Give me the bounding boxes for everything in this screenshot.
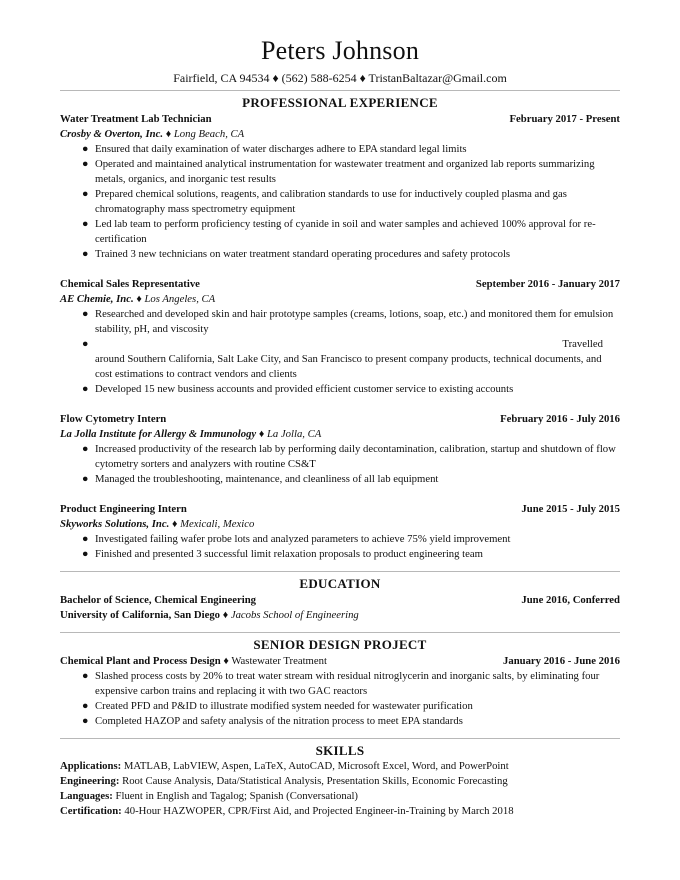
bullet-text: Ensured that daily examination of water discharges adhere to EPA standard legal limits [95, 143, 467, 155]
spacer [60, 262, 620, 276]
job-bullets [60, 142, 620, 262]
job-org: Crosby & Overton, Inc. [60, 128, 164, 140]
project-topic: Wastewater Treatment [231, 655, 327, 667]
bullet-icon: ● [82, 248, 89, 260]
bullet-text: Slashed process costs by 20% to treat water stream with residual nitroglycerin and inorganic salts, by eliminating four expensive carbon trains and replacing it with two GAC reactors [95, 670, 600, 697]
department: Jacobs School of Engineering [230, 609, 359, 621]
bullet-text: Developed 15 new business accounts and provided efficient customer service to existing accounts [95, 383, 514, 395]
job-entry [60, 112, 620, 262]
list-item [82, 472, 620, 487]
bullet-icon: ● [82, 548, 89, 560]
job-org: AE Chemie, Inc. [60, 293, 134, 305]
bullet-icon: ● [82, 670, 89, 682]
bullet-icon: ● [82, 473, 89, 485]
job-org-line [60, 127, 620, 142]
spacer [60, 487, 620, 501]
candidate-name: Peters Johnson [260, 36, 420, 65]
school-line [60, 608, 620, 623]
project-heading: SENIOR DESIGN PROJECT [253, 637, 427, 652]
job-org-line [60, 517, 620, 532]
job-bullets [60, 442, 620, 487]
list-item [82, 187, 620, 217]
job-org: Skyworks Solutions, Inc. [60, 518, 170, 530]
list-item [82, 547, 620, 562]
skill-label: Engineering: [60, 775, 120, 787]
bullet-text: Created PFD and P&ID to illustrate modified system needed for wastewater purification [95, 700, 473, 712]
job-dates: September 2016 - January 2017 [475, 278, 620, 290]
bullet-text: Travelled [562, 338, 603, 350]
skill-value: Fluent in English and Tagalog; Spanish (Conversational) [112, 790, 358, 802]
bullet-text: Led lab team to perform proficiency testing of cyanide in soil and water samples and achieved 100% approval for re-certification [95, 218, 596, 245]
skill-label: Certification: [60, 805, 122, 817]
project-dates: January 2016 - June 2016 [503, 655, 620, 667]
job-org: La Jolla Institute for Allergy & Immunology [60, 428, 257, 440]
job-title: Product Engineering Intern [60, 503, 187, 515]
list-item [82, 699, 620, 714]
list-item [82, 157, 620, 187]
bullet-text: Operated and maintained analytical instrumentation for wastewater treatment and organized lab reports summarizing metals, organics, and inorganic test results [95, 158, 595, 185]
list-item [82, 714, 620, 729]
diamond-separator: ♦ [256, 428, 267, 440]
list-item [82, 247, 620, 262]
job-location: Mexicali, Mexico [180, 518, 255, 530]
skill-row [60, 759, 620, 774]
job-title: Chemical Sales Representative [60, 278, 200, 290]
bullet-icon: ● [82, 715, 89, 727]
job-bullets [60, 382, 620, 397]
skill-row [60, 774, 620, 789]
job-entry [60, 502, 620, 562]
bullet-icon: ● [82, 218, 89, 230]
list-item [82, 142, 620, 157]
spacer [60, 562, 620, 568]
education-heading: EDUCATION [299, 576, 381, 591]
list-item [82, 532, 620, 547]
job-location: Long Beach, CA [173, 128, 245, 140]
skill-value: 40-Hour HAZWOPER, CPR/First Aid, and Projected Engineer-in-Training by March 2018 [121, 805, 514, 817]
bullet-icon: ● [82, 188, 89, 200]
job-title: Water Treatment Lab Technician [60, 113, 212, 125]
diamond-separator: ♦ [220, 609, 231, 621]
bullet-icon: ● [82, 383, 89, 395]
bullet-icon: ● [82, 533, 89, 545]
spacer [60, 397, 620, 411]
section-divider [60, 571, 620, 572]
list-item [82, 442, 620, 472]
job-bullets [60, 307, 620, 352]
bullet-text: Trained 3 new technicians on water treatment standard operating procedures and safety protocols [95, 248, 511, 260]
education-entry [60, 593, 620, 623]
skill-row [60, 804, 620, 819]
contact-line: Fairfield, CA 94534 ♦ (562) 588-6254 ♦ TristanBaltazar@Gmail.com [173, 71, 507, 85]
bullet-text: Investigated failing wafer probe lots and analyzed parameters to achieve 75% yield improvement [95, 533, 511, 545]
skill-value: MATLAB, LabVIEW, Aspen, LaTeX, AutoCAD, Microsoft Excel, Word, and PowerPoint [121, 760, 509, 772]
skill-value: Root Cause Analysis, Data/Statistical Analysis, Presentation Skills, Economic Forecasting [119, 775, 508, 787]
list-item [82, 307, 620, 337]
education-dates: June 2016, Conferred [521, 594, 620, 606]
job-org-line [60, 292, 620, 307]
spacer [60, 623, 620, 629]
school: University of California, San Diego [60, 609, 221, 621]
bullet-text: Managed the troubleshooting, maintenance, and cleanliness of all lab equipment [95, 473, 439, 485]
bullet-icon: ● [82, 700, 89, 712]
bullet-text: Completed HAZOP and safety analysis of the nitration process to meet EPA standards [95, 715, 463, 727]
bullet-continuation: around Southern California, Salt Lake City, and San Francisco to present company products, technical documents, and cost estimations to contract vendors and clients [95, 353, 602, 380]
skill-row [60, 789, 620, 804]
section-divider [60, 632, 620, 633]
skills-list [60, 759, 620, 819]
job-dates: February 2016 - July 2016 [500, 413, 620, 425]
project-entry [60, 654, 620, 729]
job-location: La Jolla, CA [266, 428, 322, 440]
section-divider [60, 90, 620, 91]
diamond-separator: ♦ [169, 518, 181, 530]
diamond-separator: ♦ [220, 655, 232, 667]
diamond-separator: ♦ [163, 128, 174, 140]
spacer [60, 729, 620, 735]
list-item [82, 382, 620, 397]
job-org-line [60, 427, 620, 442]
job-location: Los Angeles, CA [144, 293, 216, 305]
project-line [60, 654, 327, 669]
job-title: Flow Cytometry Intern [60, 413, 167, 425]
experience-heading: PROFESSIONAL EXPERIENCE [242, 95, 438, 110]
list-item [82, 217, 620, 247]
degree: Bachelor of Science, Chemical Engineering [60, 594, 257, 606]
project-bullets [60, 669, 620, 729]
bullet-icon: ● [82, 143, 89, 155]
list-item [82, 669, 620, 699]
skill-label: Languages: [60, 790, 113, 802]
bullet-text: Prepared chemical solutions, reagents, and calibration standards to use for inductively coupled plasma and gas chromatography mass spectrometry equipment [95, 188, 567, 215]
job-entry [60, 277, 620, 397]
skill-label: Applications: [60, 760, 122, 772]
bullet-text: Finished and presented 3 successful limit relaxation proposals to product engineering team [95, 548, 483, 560]
diamond-separator: ♦ [133, 293, 145, 305]
bullet-icon: ● [82, 308, 89, 320]
job-dates: February 2017 - Present [509, 113, 620, 125]
bullet-icon: ● [82, 443, 89, 455]
job-bullets [60, 532, 620, 562]
section-divider [60, 738, 620, 739]
bullet-icon: ● [82, 338, 89, 350]
project-name: Chemical Plant and Process Design [60, 655, 221, 667]
job-dates: June 2015 - July 2015 [521, 503, 620, 515]
job-entry [60, 412, 620, 487]
bullet-icon: ● [82, 158, 89, 170]
bullet-text: Increased productivity of the research lab by performing daily decontamination, calibration, startup and shutdown of flow cytometry sorters and analyzers with routine CS&T [95, 443, 616, 470]
list-item [82, 337, 620, 352]
bullet-text: Researched and developed skin and hair prototype samples (creams, lotions, soap, etc.) and monitored them for emulsion stability, pH, and viscosity [95, 308, 614, 335]
skills-heading: SKILLS [315, 743, 365, 758]
split-bullet-line [95, 337, 620, 352]
